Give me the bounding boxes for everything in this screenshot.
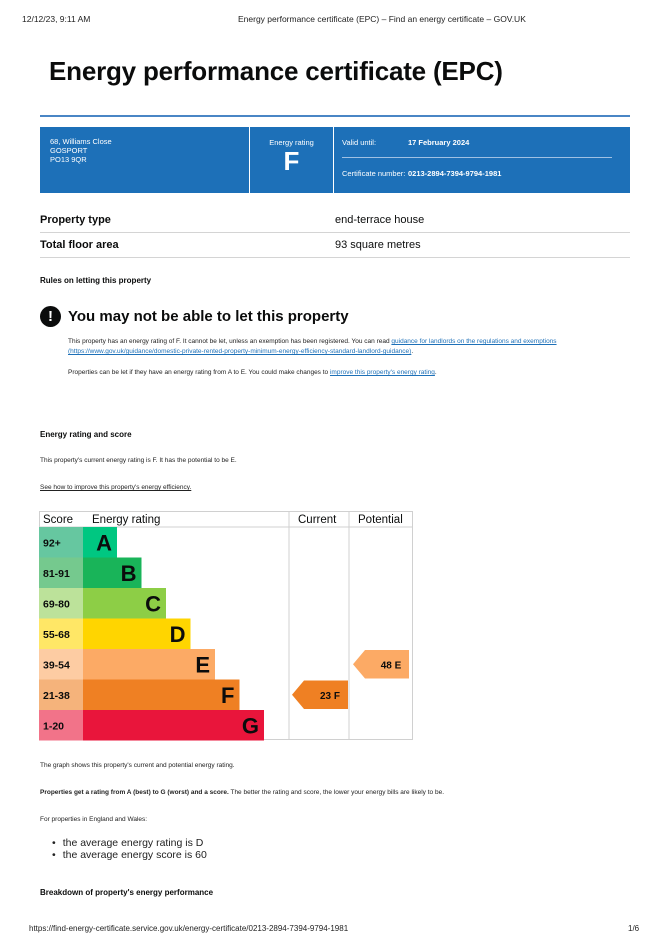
graph-note: The graph shows this property's current and potential energy rating.	[40, 762, 235, 769]
column-header: Score	[43, 514, 74, 526]
warning-text: You may not be able to let this property	[68, 308, 349, 325]
print-page-title: Energy performance certificate (EPC) – Find an energy certificate – GOV.UK	[238, 14, 526, 24]
rating-letter: C	[145, 591, 161, 617]
valid-until-row	[342, 127, 612, 158]
print-url: https://find-energy-certificate.service.gov.uk/energy-certificate/0213-2894-7394-9794-1981	[29, 924, 349, 933]
rating-letter: B	[120, 560, 137, 586]
score-label: 1-20	[43, 720, 65, 733]
potential-rating-label: 48 E	[380, 660, 402, 672]
certificate-number-label: Certificate number:	[342, 169, 406, 178]
valid-until-value: 17 February 2024	[408, 138, 470, 147]
summary-row-property-type	[40, 208, 630, 233]
average-score-item: • the average energy score is 60	[52, 849, 207, 861]
rating-letter: A	[96, 530, 112, 556]
summary-label: Total floor area	[40, 239, 119, 251]
score-label: 69-80	[43, 598, 70, 611]
certificate-number-row	[342, 158, 612, 178]
letting-text-2: Properties can be let if they have an energy rating from A to E. You could make changes to	[68, 369, 330, 376]
property-summary	[40, 208, 630, 258]
score-label: 92+	[43, 537, 61, 550]
rating-letter: G	[241, 713, 259, 739]
improve-efficiency-link[interactable]: See how to improve this property's energy efficiency.	[40, 484, 192, 491]
rating-explanation-rest: The better the rating and score, the lower your energy bills are likely to be.	[228, 789, 444, 796]
improve-rating-link[interactable]: improve this property's energy rating	[329, 369, 435, 376]
letting-text: This property has an energy rating of F. It cannot be let, unless an exemption has been registered. You can read	[68, 338, 392, 345]
rating-explanation-bold: Properties get a rating from A (best) to G (worst) and a score.	[40, 789, 229, 796]
summary-row-floor-area	[40, 233, 630, 258]
column-header: Energy rating	[92, 514, 161, 526]
summary-value: 93 square metres	[335, 239, 421, 251]
property-address	[40, 127, 250, 193]
summary-label: Property type	[40, 214, 111, 226]
address-line: GOSPORT	[50, 146, 88, 155]
certificate-summary-box	[40, 127, 630, 193]
page-title: Energy performance certificate (EPC)	[49, 56, 503, 86]
england-wales-note: For properties in England and Wales:	[40, 816, 148, 823]
energy-rating-heading: Energy rating and score	[40, 430, 132, 439]
rating-letter: D	[169, 621, 186, 647]
rating-letter: F	[221, 682, 235, 708]
score-label: 81-91	[43, 567, 70, 580]
title-divider	[40, 115, 630, 117]
energy-rating-label: Energy rating	[269, 138, 314, 147]
letting-paragraph-2	[68, 368, 628, 378]
letting-heading: Rules on letting this property	[40, 276, 152, 285]
letting-text-end: .	[411, 348, 414, 355]
score-label: 55-68	[43, 628, 70, 641]
exclamation-icon: !	[40, 306, 61, 327]
column-header: Current	[298, 514, 337, 526]
address-line: 68, Williams Close	[50, 137, 112, 146]
average-rating-item: • the average energy rating is D	[52, 837, 207, 849]
rating-explanation	[40, 789, 444, 796]
column-header: Potential	[358, 514, 403, 526]
score-label: 21-38	[43, 689, 70, 702]
current-rating-label: 23 F	[319, 690, 341, 702]
rating-letter: E	[195, 652, 210, 678]
landlord-guidance-link[interactable]: guidance for landlords on the regulations and exemptions (https://www.gov.uk/guidance/domestic-private-rented-property-minimum-energy-efficiency-standard-landlord-guidance)	[68, 338, 557, 355]
letting-text-2-end: .	[434, 369, 437, 376]
valid-until-label: Valid until:	[342, 138, 377, 147]
current-rating-text: This property's current energy rating is F. It has the potential to be E.	[40, 457, 237, 464]
averages-list	[52, 837, 207, 861]
energy-rating-chart	[39, 511, 414, 741]
breakdown-heading: Breakdown of property's energy performance	[40, 888, 214, 897]
energy-rating-value: F	[283, 146, 300, 176]
rating-bar-f	[83, 680, 240, 711]
energy-rating-cell	[250, 127, 334, 193]
certificate-number-value: 0213-2894-7394-9794-1981	[408, 169, 502, 178]
print-date: 12/12/23, 9:11 AM	[22, 14, 91, 24]
letting-warning	[40, 306, 349, 327]
address-line: PO13 9QR	[50, 155, 87, 164]
certificate-meta	[334, 127, 630, 193]
rating-bar-g	[83, 710, 264, 741]
page-number: 1/6	[628, 924, 640, 933]
summary-value: end-terrace house	[335, 214, 425, 226]
score-label: 39-54	[43, 659, 70, 672]
letting-paragraph	[68, 337, 628, 357]
